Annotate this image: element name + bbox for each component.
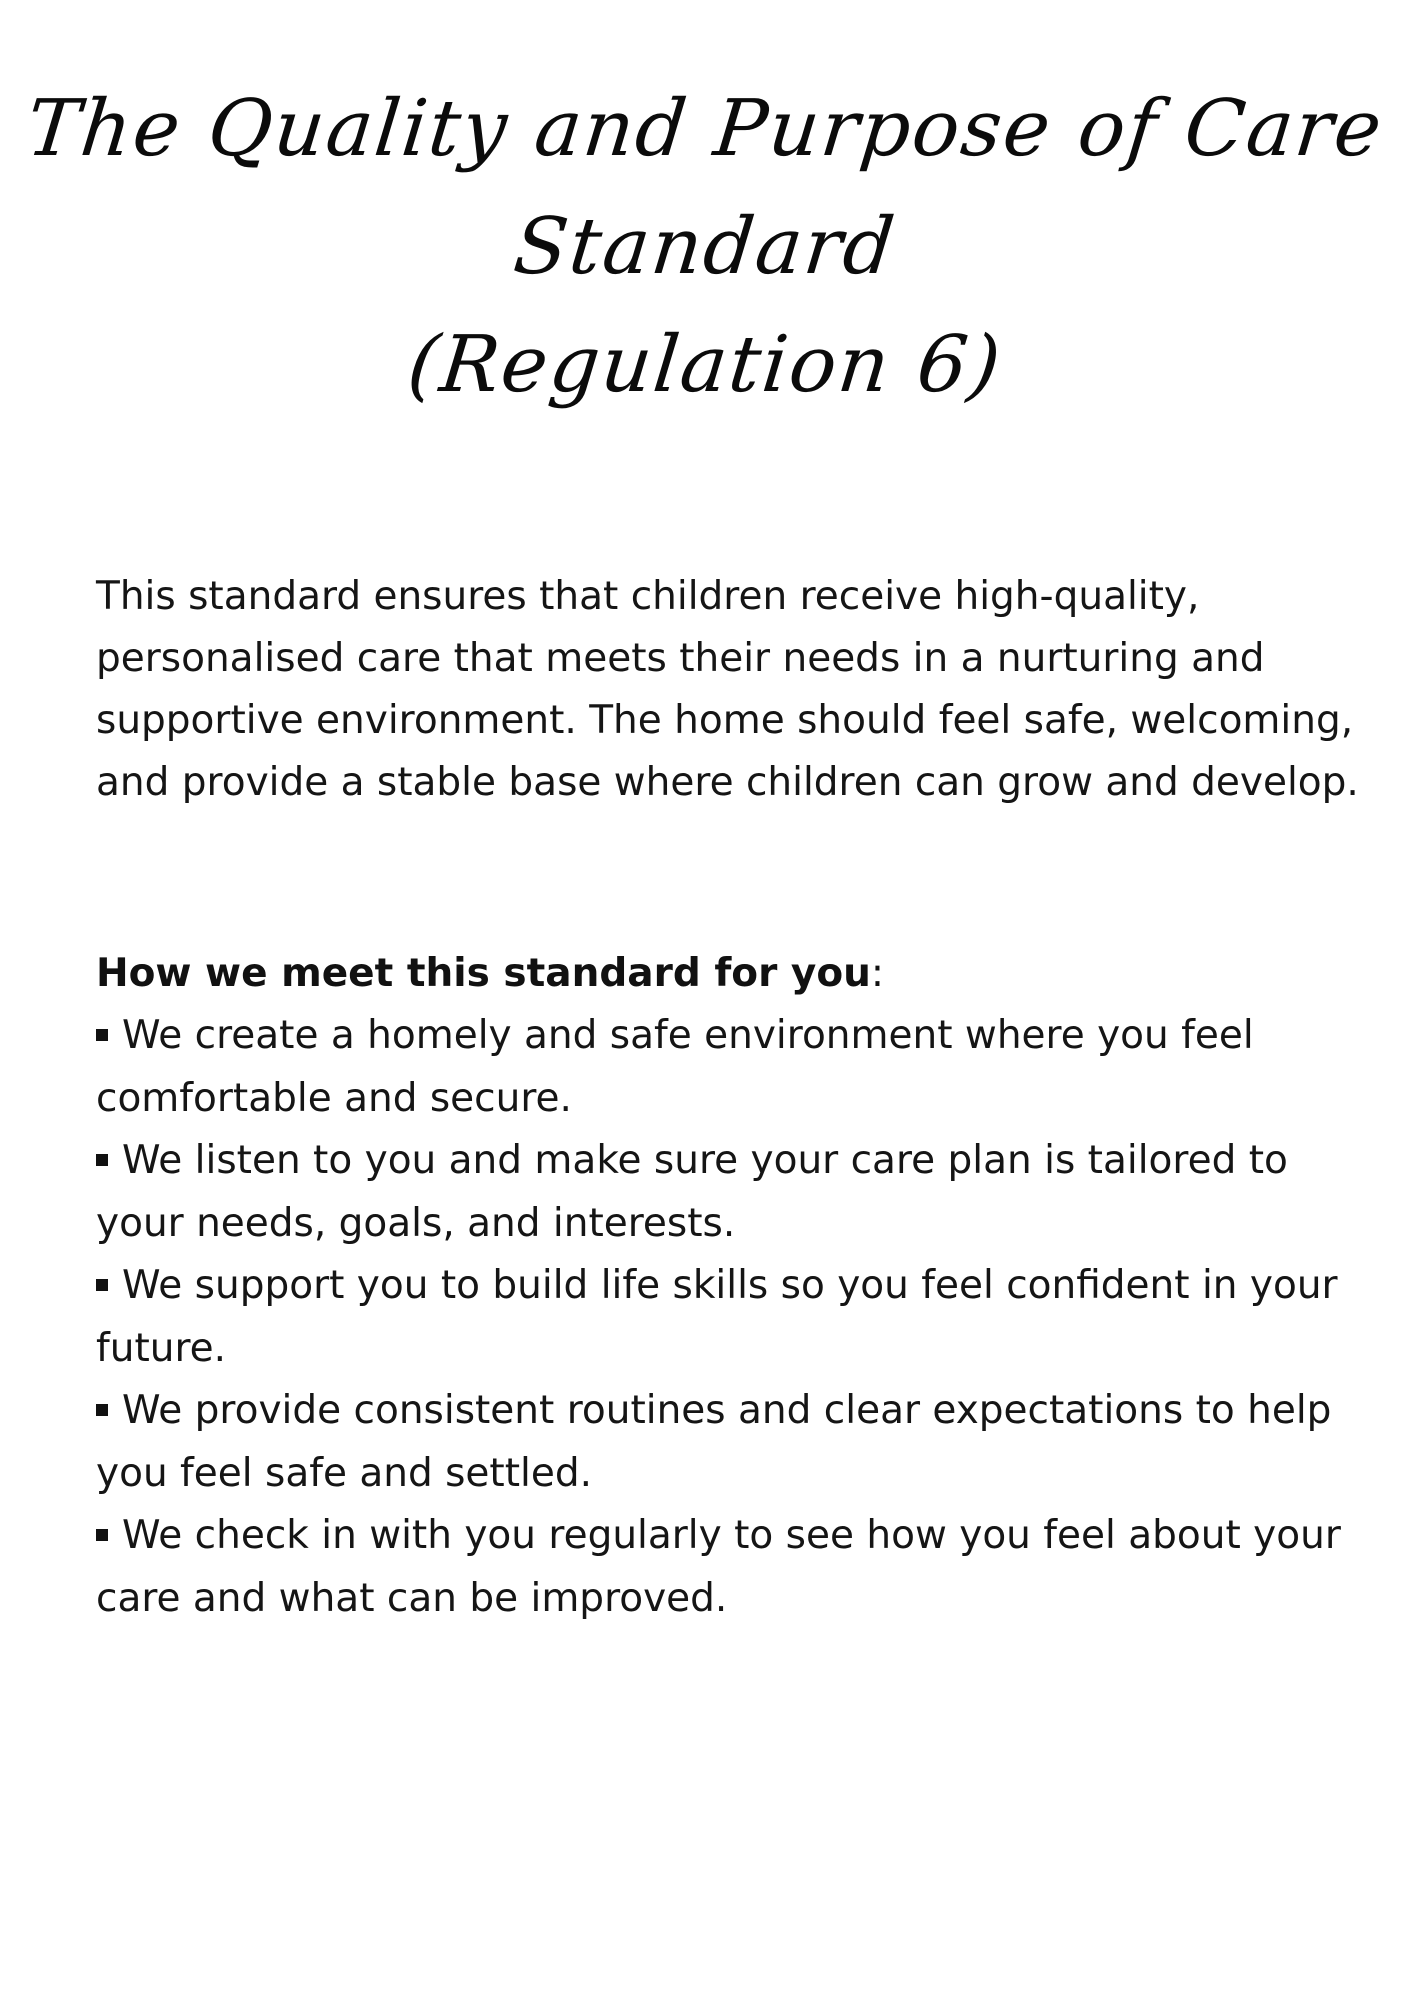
- bullet-square-icon: [96, 1404, 108, 1416]
- section-heading-suffix: :: [870, 951, 885, 996]
- bullet-item-5: [96, 1505, 1376, 1630]
- bullet-square-icon: [96, 1279, 108, 1291]
- bullet-1-line-1: We create a homely and safe environment where you feel: [122, 1013, 1254, 1058]
- intro-line-2: personalised care that meets their needs in a nurturing and: [96, 636, 1265, 681]
- bullet-item-1: [96, 1005, 1376, 1130]
- page-title: [0, 70, 1410, 424]
- bullet-item-2: [96, 1130, 1376, 1255]
- bullet-2-line-2: your needs, goals, and interests.: [96, 1200, 736, 1246]
- bullet-item-3: [96, 1255, 1376, 1380]
- bullet-square-icon: [96, 1029, 108, 1041]
- bullet-3-line-2: future.: [96, 1325, 227, 1371]
- intro-paragraph: [96, 566, 1366, 814]
- title-line-3: (Regulation 6): [403, 320, 1007, 410]
- bullet-list: [96, 1005, 1376, 1630]
- intro-line-1: This standard ensures that children receive high-quality,: [96, 574, 1200, 619]
- bullet-5-line-2: care and what can be improved.: [96, 1575, 728, 1621]
- section-heading: [96, 943, 884, 1005]
- bullet-4-line-1: We provide consistent routines and clear expectations to help: [122, 1388, 1332, 1433]
- bullet-3-line-1: We support you to build life skills so you feel confident in your: [122, 1263, 1338, 1308]
- intro-line-3: supportive environment. The home should feel safe, welcoming,: [96, 698, 1354, 743]
- intro-line-4: and provide a stable base where children can grow and develop.: [96, 760, 1359, 805]
- bullet-5-line-1: We check in with you regularly to see how you feel about your: [122, 1513, 1341, 1558]
- title-line-1: The Quality and Purpose of Care: [22, 84, 1388, 174]
- bullet-4-line-2: you feel safe and settled.: [96, 1450, 592, 1496]
- bullet-square-icon: [96, 1529, 108, 1541]
- bullet-2-line-1: We listen to you and make sure your care plan is tailored to: [122, 1138, 1288, 1183]
- bullet-square-icon: [96, 1154, 108, 1166]
- bullet-item-4: [96, 1380, 1376, 1505]
- bullet-1-line-2: comfortable and secure.: [96, 1075, 572, 1121]
- title-line-2: Standard: [509, 202, 901, 292]
- section-heading-bold: How we meet this standard for you: [96, 951, 871, 996]
